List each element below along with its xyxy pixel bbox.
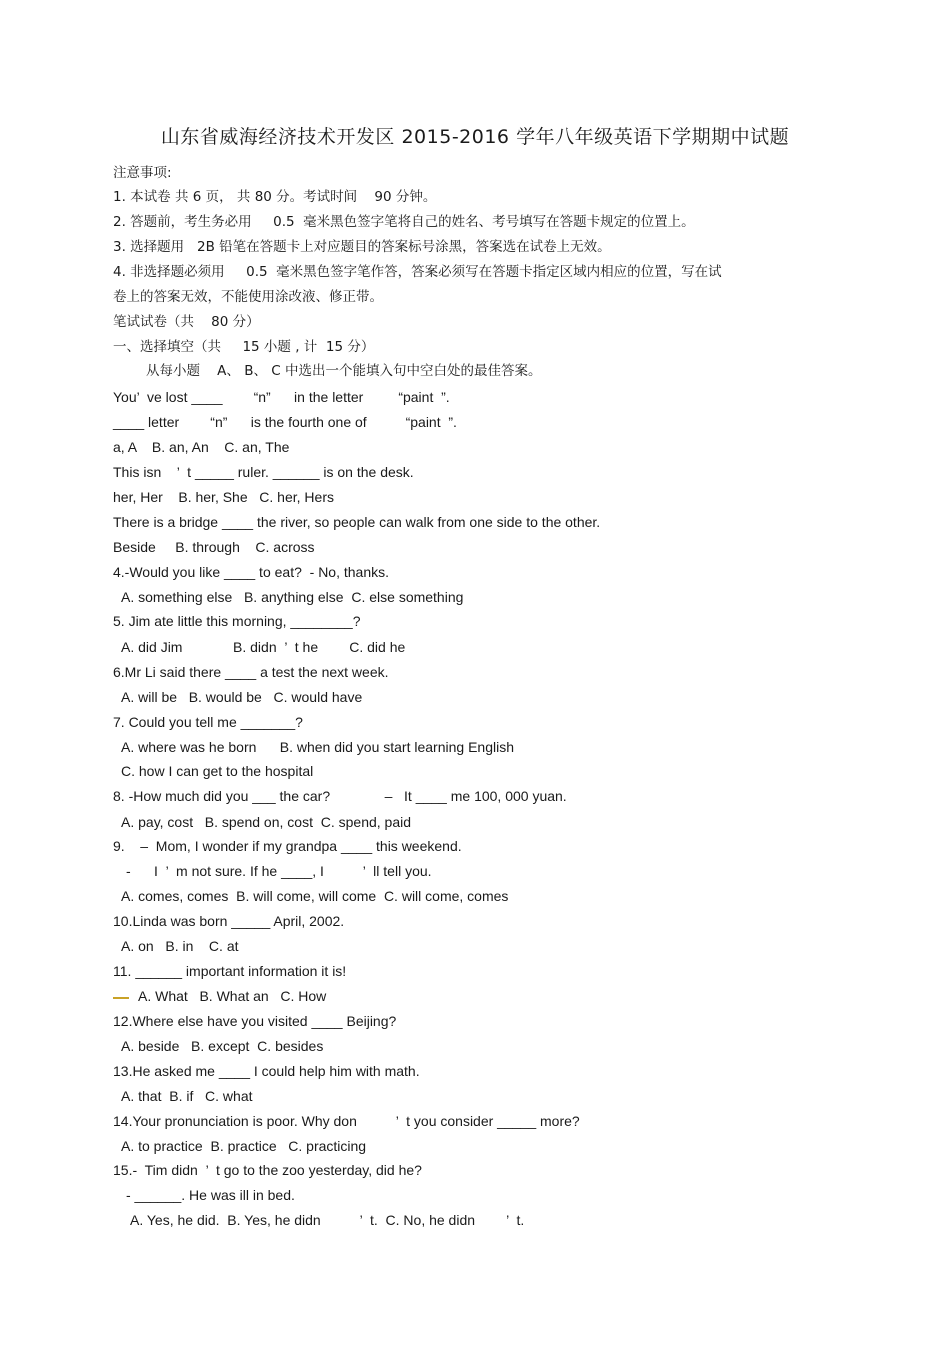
question-line: 6.Mr Li said there ____ a test the next week.: [113, 664, 389, 680]
notes-heading: 注意事项:: [113, 165, 172, 181]
options-line: A. where was he born B. when did you start learning English: [121, 739, 514, 755]
paper-title: 笔试试卷（共 80 分）: [113, 314, 260, 330]
question-line: - ______. He was ill in bed.: [126, 1187, 295, 1203]
question-line: 13.He asked me ____ I could help him with math.: [113, 1063, 420, 1079]
question-line: 7. Could you tell me _______?: [113, 714, 303, 730]
options-line: A. pay, cost B. spend on, cost C. spend, paid: [121, 814, 412, 830]
options-line: her, Her B. her, She C. her, Hers: [113, 489, 334, 505]
question-line: - I ’ m not sure. If he ____, I ’ ll tell you.: [126, 863, 432, 879]
options-line: A. What B. What an C. How: [138, 988, 327, 1004]
question-line: 12.Where else have you visited ____ Beijing?: [113, 1013, 397, 1029]
question-line: 5. Jim ate little this morning, ________?: [113, 613, 361, 629]
options-line: A. did Jim B. didn ’ t he C. did he: [121, 639, 406, 655]
question-line: 10.Linda was born _____ April, 2002.: [113, 913, 345, 929]
options-line: A. will be B. would be C. would have: [121, 689, 363, 705]
question-line: You’ ve lost ____ “n” in the letter “paint ”.: [113, 389, 450, 405]
question-line: There is a bridge ____ the river, so people can walk from one side to the other.: [113, 514, 601, 530]
part-title: 一、选择填空（共 15 小题 , 计 15 分）: [113, 339, 375, 355]
options-line: A. beside B. except C. besides: [121, 1038, 324, 1054]
question-line: 9. – Mom, I wonder if my grandpa ____ this weekend.: [113, 838, 462, 854]
options-line: A. Yes, he did. B. Yes, he didn ’ t. C. No, he didn ’ t.: [130, 1212, 525, 1228]
options-line: Beside B. through C. across: [113, 539, 315, 555]
options-line: A. on B. in C. at: [121, 938, 239, 954]
question-line: 14.Your pronunciation is poor. Why don ’ t you consider _____ more?: [113, 1113, 580, 1129]
note-item-1: 1. 本试卷 共 6 页， 共 80 分。考试时间 90 分钟。: [113, 189, 437, 205]
options-line: A. to practice B. practice C. practicing: [121, 1138, 367, 1154]
note-item-4-cont: 卷上的答案无效，不能使用涂改液、修正带。: [113, 289, 383, 305]
options-line: A. that B. if C. what: [121, 1088, 253, 1104]
note-item-2: 2. 答题前，考生务必用 0.5 毫米黑色签字笔将自己的姓名、考号填写在答题卡规定的位置上。: [113, 214, 695, 230]
question-line: 11. ______ important information it is!: [113, 963, 347, 979]
question-line: This isn ’ t _____ ruler. ______ is on the desk.: [113, 464, 414, 480]
question-line: 8. -How much did you ___ the car? – It ____ me 100, 000 yuan.: [113, 788, 567, 804]
note-item-4: 4. 非选择题必须用 0.5 毫米黑色签字笔作答，答案必须写在答题卡指定区域内相应的位置，写在试: [113, 264, 722, 280]
page-title: 山东省威海经济技术开发区 2015-2016 学年八年级英语下学期期中试题: [160, 126, 790, 148]
options-line: A. something else B. anything else C. else something: [121, 589, 464, 605]
question-line: 15.- Tim didn ’ t go to the zoo yesterday, did he?: [113, 1162, 422, 1178]
note-item-3: 3. 选择题用 2B 铅笔在答题卡上对应题目的答案标号涂黑，答案选在试卷上无效。: [113, 239, 611, 255]
options-line: A. comes, comes B. will come, will come C. will come, comes: [121, 888, 509, 904]
part-instruction: 从每小题 A、 B、 C 中选出一个能填入句中空白处的最佳答案。: [146, 363, 542, 379]
options-line: C. how I can get to the hospital: [121, 763, 314, 779]
margin-mark: [113, 997, 129, 999]
options-line: a, A B. an, An C. an, The: [113, 439, 290, 455]
question-line: 4.-Would you like ____ to eat? - No, thanks.: [113, 564, 390, 580]
question-line: ____ letter “n” is the fourth one of “paint ”.: [113, 414, 457, 430]
